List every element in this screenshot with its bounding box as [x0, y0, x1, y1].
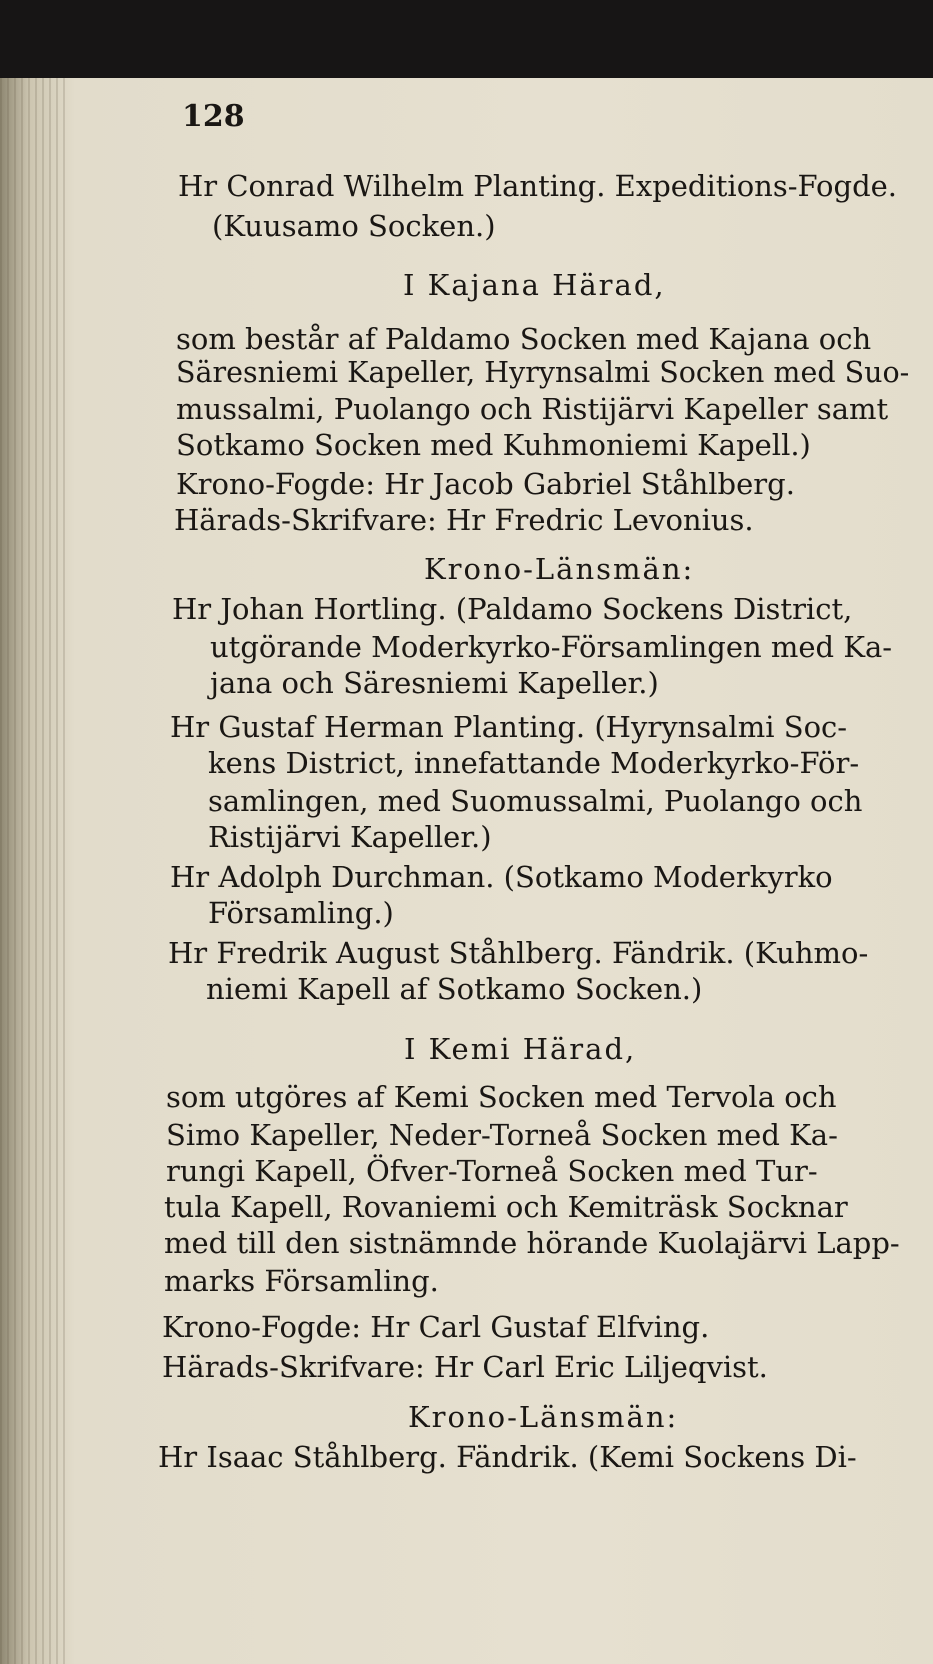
text-line-28: marks Församling.	[164, 1264, 439, 1298]
text-line-5: Säresniemi Kapeller, Hyrynsalmi Socken med Suo-	[176, 356, 910, 389]
text-line-21: niemi Kapell af Sotkamo Socken.)	[206, 972, 703, 1006]
text-line-16: samlingen, med Suomussalmi, Puolango och	[208, 784, 863, 818]
text-line-25: rungi Kapell, Öfver-Torneå Socken med Tur-	[166, 1154, 818, 1188]
text-line-19: Församling.)	[208, 896, 394, 930]
text-line-4: som består af Paldamo Socken med Kajana och	[176, 322, 872, 356]
text-line-23: som utgöres af Kemi Socken med Tervola och	[166, 1080, 837, 1114]
text-line-9: Härads-Skrifvare: Hr Fredric Levonius.	[174, 503, 754, 537]
section-heading-kajana: I Kajana Härad,	[403, 268, 666, 302]
subheading-kajana-lansman: Krono-Länsmän:	[424, 552, 695, 586]
text-line-6: mussalmi, Puolango och Ristijärvi Kapeller samt	[176, 392, 889, 426]
text-line-20: Hr Fredrik August Ståhlberg. Fändrik. (Kuhmo-	[168, 936, 869, 970]
text-line-18: Hr Adolph Durchman. (Sotkamo Moderkyrko	[170, 860, 833, 894]
page-number: 128	[182, 99, 245, 134]
text-line-1: Hr Conrad Wilhelm Planting. Expeditions-Fogde.	[178, 169, 898, 203]
text-line-15: kens District, innefattande Moderkyrko-För-	[208, 746, 860, 780]
text-line-11: Hr Johan Hortling. (Paldamo Sockens District,	[172, 592, 853, 626]
text-line-32: Hr Isaac Ståhlberg. Fändrik. (Kemi Sockens Di-	[158, 1440, 857, 1474]
page-edge-shading	[0, 78, 70, 1664]
text-line-30: Härads-Skrifvare: Hr Carl Eric Liljeqvist.	[162, 1350, 768, 1384]
text-line-2: (Kuusamo Socken.)	[212, 209, 496, 243]
subheading-kemi-lansman: Krono-Länsmän:	[408, 1400, 679, 1434]
text-line-29: Krono-Fogde: Hr Carl Gustaf Elfving.	[162, 1310, 710, 1344]
text-line-13: jana och Säresniemi Kapeller.)	[210, 666, 659, 700]
text-line-7: Sotkamo Socken med Kuhmoniemi Kapell.)	[176, 428, 811, 462]
text-line-12: utgörande Moderkyrko-Församlingen med Ka-	[210, 630, 893, 664]
text-line-8: Krono-Fogde: Hr Jacob Gabriel Ståhlberg.	[176, 467, 795, 501]
text-line-14: Hr Gustaf Herman Planting. (Hyrynsalmi Soc-	[170, 710, 848, 744]
text-line-27: med till den sistnämnde hörande Kuolajärvi Lapp-	[164, 1226, 900, 1260]
text-line-26: tula Kapell, Rovaniemi och Kemiträsk Socknar	[164, 1190, 848, 1224]
section-heading-kemi: I Kemi Härad,	[404, 1032, 637, 1066]
text-line-24: Simo Kapeller, Neder-Torneå Socken med Ka-	[166, 1118, 838, 1152]
text-line-17: Ristijärvi Kapeller.)	[208, 820, 492, 854]
